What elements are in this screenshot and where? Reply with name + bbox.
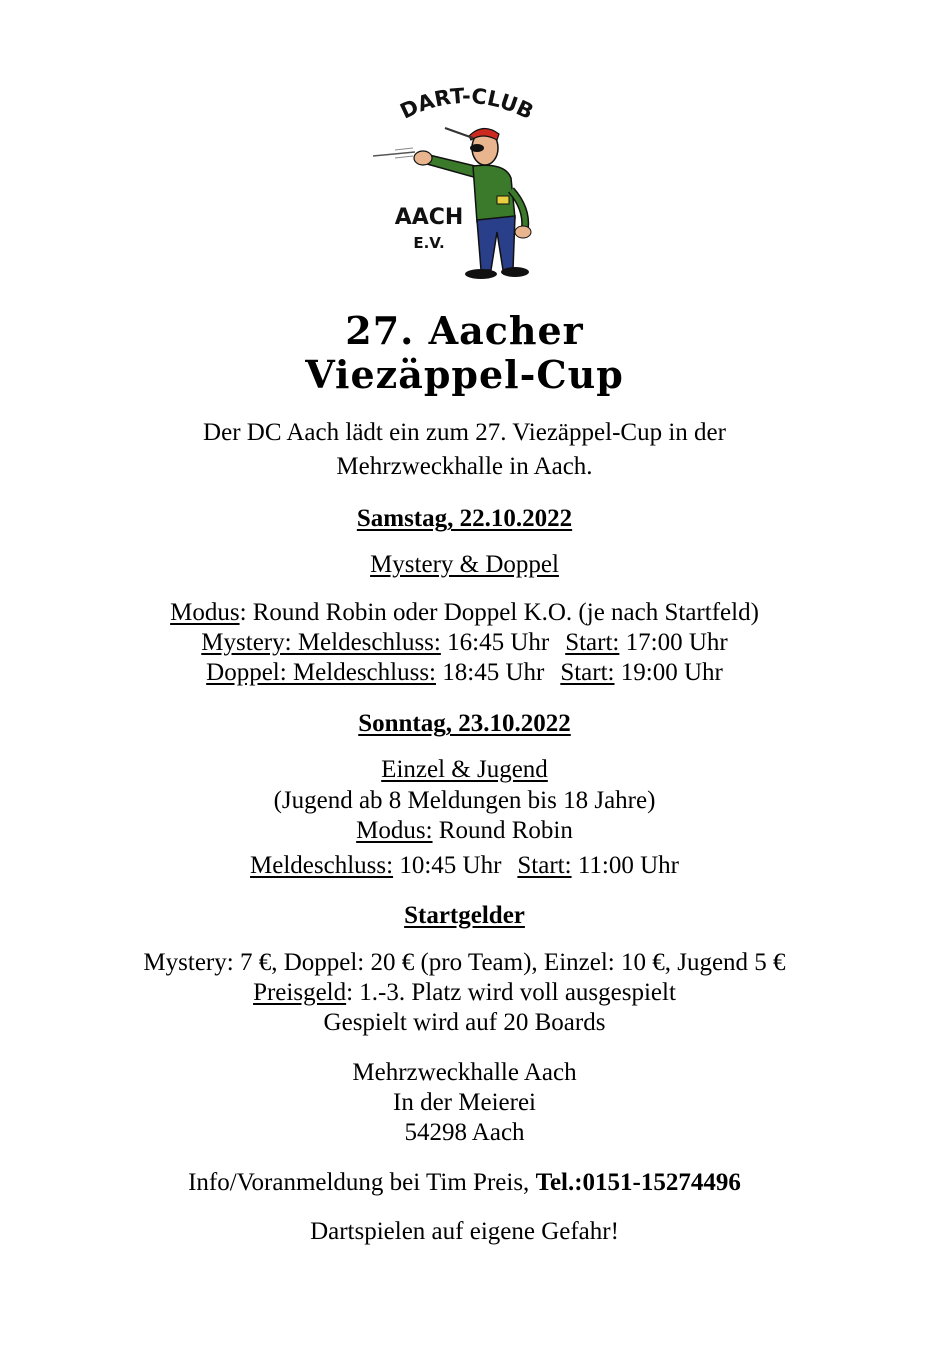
contact-line	[0, 1168, 929, 1198]
sunday-close-label: Meldeschluss:	[250, 852, 394, 879]
doppel-start-time: 19:00 Uhr	[614, 659, 723, 686]
contact-phone: Tel.:0151-15274496	[535, 1169, 741, 1196]
contact-text: Info/Voranmeldung bei Tim Preis,	[188, 1169, 536, 1196]
intro-line1: Der DC Aach lädt ein zum 27. Viezäppel-Cup in der	[203, 419, 726, 446]
saturday-mode-label: Modus	[170, 599, 240, 626]
sunday-start-time: 11:00 Uhr	[571, 852, 679, 879]
youth-note: (Jugend ab 8 Meldungen bis 18 Jahre)	[273, 787, 656, 814]
doppel-close-time: 18:45 Uhr	[436, 659, 545, 686]
disclaimer: Dartspielen auf eigene Gefahr!	[310, 1218, 619, 1245]
page-title-line1: 27. Aacher	[345, 308, 584, 353]
dart-club-logo	[365, 78, 565, 288]
dart-icon	[373, 148, 415, 158]
logo-suffix: E.V.	[413, 234, 445, 252]
sunday-mode-label: Modus:	[356, 817, 433, 844]
mystery-close-label: Mystery: Meldeschluss:	[201, 629, 441, 656]
doppel-start-label: Start:	[560, 659, 615, 686]
sunday-mode	[0, 816, 929, 846]
saturday-event: Mystery & Doppel	[370, 551, 559, 578]
saturday-heading: Samstag, 22.10.2022	[356, 505, 573, 532]
boards-line: Gespielt wird auf 20 Boards	[323, 1009, 606, 1036]
venue-city: 54298 Aach	[404, 1119, 525, 1146]
doppel-schedule	[0, 658, 929, 688]
fees-line: Mystery: 7 €, Doppel: 20 € (pro Team), Einzel: 10 €, Jugend 5 €	[143, 949, 786, 976]
mystery-close-time: 16:45 Uhr	[440, 629, 550, 656]
prize-label: Preisgeld	[253, 979, 347, 1006]
sunday-start-label: Start:	[517, 852, 572, 879]
sunday-heading: Sonntag, 23.10.2022	[358, 710, 571, 737]
logo-name: AACH	[394, 205, 464, 230]
saturday-mode-text: : Round Robin oder Doppel K.O. (je nach Startfeld)	[239, 599, 759, 626]
prize-text: : 1.-3. Platz wird voll ausgespielt	[346, 979, 676, 1006]
saturday-mode	[0, 598, 929, 628]
dart-player-figure	[414, 128, 531, 279]
sunday-close-time: 10:45 Uhr	[393, 852, 502, 879]
logo-arc-text: DART-CLUB	[396, 83, 538, 125]
mystery-start-time: 17:00 Uhr	[619, 629, 728, 656]
mystery-schedule	[0, 628, 929, 658]
page-title-line2: Viezäppel-Cup	[305, 352, 624, 397]
mystery-start-label: Start:	[565, 629, 620, 656]
fees-heading: Startgelder	[404, 902, 525, 929]
sunday-schedule	[0, 851, 929, 881]
venue-name: Mehrzweckhalle Aach	[352, 1059, 577, 1086]
prize-line	[0, 978, 929, 1008]
intro-line2: Mehrzweckhalle in Aach.	[336, 453, 593, 480]
venue-street: In der Meierei	[393, 1089, 536, 1116]
sunday-event: Einzel & Jugend	[381, 756, 548, 783]
sunday-mode-text: Round Robin	[432, 817, 573, 844]
doppel-close-label: Doppel: Meldeschluss:	[206, 659, 436, 686]
